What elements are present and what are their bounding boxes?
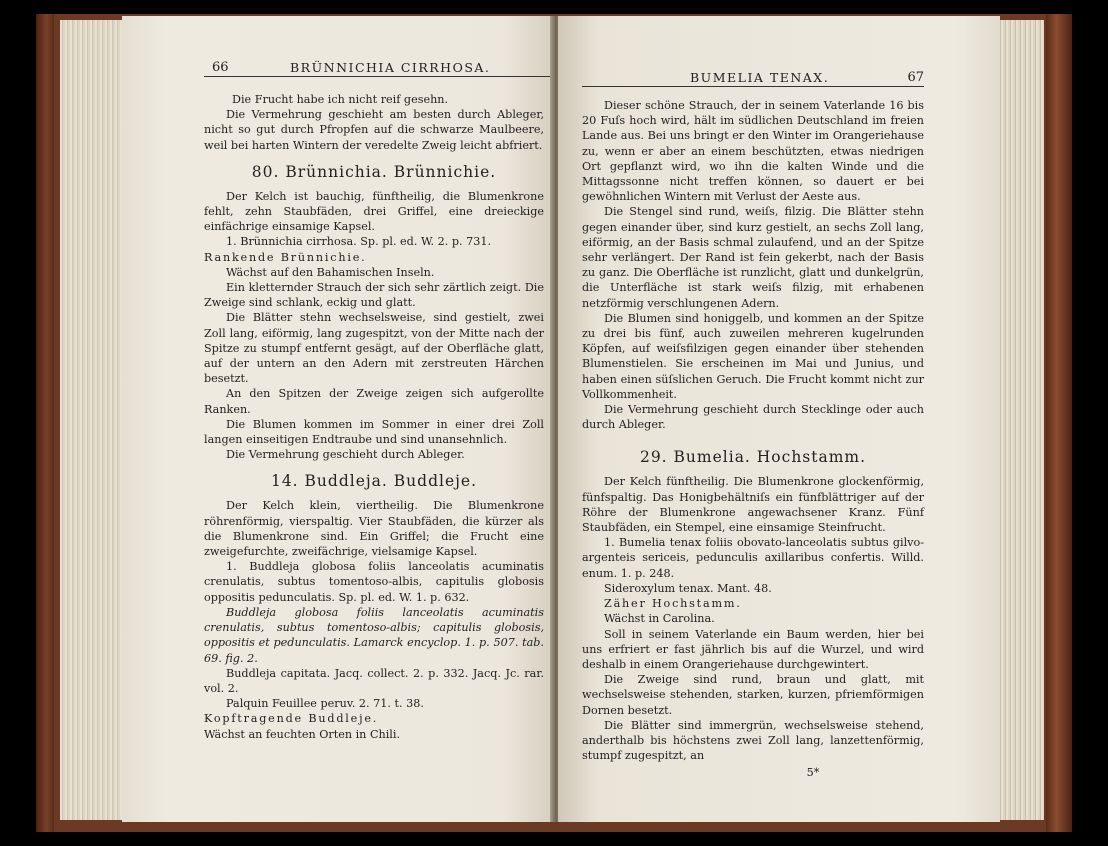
section-heading: 14. Buddleja. Buddleje. [270, 472, 478, 491]
printer-signature: 5* [806, 766, 820, 780]
paragraph: Der Kelch ist bauchig, fünftheilig, die Blumenkrone fehlt, zehn Staubfäden, drei Griffel, eine dreieckige einfächrige einsamige Kapsel. [204, 189, 544, 234]
left-page [122, 16, 554, 822]
paragraph: Die Blumen sind honiggelb, und kommen an der Spitze zu drei bis fünf, auch zuweilen mehreren kugelrunden Köpfen, auf weiſsfilzigen gegen einander über stehenden Blumenstielen. Sie erscheinen im Mai und Junius, und haben einen süſslichen Geruch. Die Frucht kommt nicht zur Vollkommenheit. [582, 311, 924, 401]
paragraph: Die Blumen kommen im Sommer in einer drei Zoll langen einseitigen Endtraube und sind unansehnlich. [204, 417, 544, 447]
right-running-header [582, 68, 924, 87]
paragraph: Die Vermehrung geschieht am besten durch Ableger, nicht so gut durch Pfropfen auf die schwarze Maulbeere, weil bei harten Wintern der veredelte Zweig leicht abfriert. [204, 108, 544, 152]
paragraph: Der Kelch fünftheilig. Die Blumenkrone glockenförmig, fünfspaltig. Das Honigbehältniſs ein fünfblättriger auf der Röhre der Blumenkrone angewachsener Kranz. Fünf Staubfäden, ein Stempel, eine einsamige Steinfrucht. [582, 475, 924, 535]
section-heading: 29. Bumelia. Hochstamm. [639, 448, 867, 467]
species-entry: 1. Brünnichia cirrhosa. Sp. pl. ed. W. 2. p. 731. [226, 235, 492, 249]
left-running-title: BRÜNNICHIA CIRRHOSA. [290, 60, 491, 75]
paragraph: Wächst auf den Bahamischen Inseln. [226, 265, 435, 279]
species-common-name: Rankende Brünnichie. [204, 250, 367, 264]
paragraph: An den Spitzen der Zweige zeigen sich aufgerollte Ranken. [204, 387, 544, 416]
right-running-title: BUMELIA TENAX. [690, 70, 830, 85]
paragraph: Die Stengel sind rund, weiſs, filzig. Die Blätter stehn gegen einander über, sind kurz gestielt, an sechs Zoll lang, eiförmig, an der Basis schmal zulaufend, und an der Spitze sehr verlängert. Der Rand ist fein gekerbt, nach der Basis zu ganz. Die Oberfläche ist runzlicht, glatt und dunkelgrün, die Unterfläche ist stark weiſs filzig, mit erhabenen netzförmig verschlungenen Adern. [582, 205, 924, 310]
paragraph: Die Vermehrung geschieht durch Stecklinge oder auch durch Ableger. [582, 403, 924, 432]
species-common-name: Kopftragende Buddleje. [204, 712, 379, 726]
species-entry: 1. Bumelia tenax foliis obovato-lanceolatis subtus gilvo-argenteis sericeis, pedunculis axillaribus confertis. Willd. enum. 1. p. 248. [582, 536, 924, 580]
paragraph: Die Blätter stehn wechselsweise, sind gestielt, zwei Zoll lang, eiförmig, lang zugespitzt, von der Mitte nach der Spitze zu stumpf entfernt gesägt, auf der Oberfläche glatt, auf der untern an den Adern mit zerstreuten Härchen besetzt. [204, 311, 544, 386]
species-common-name: Zäher Hochstamm. [604, 597, 742, 611]
left-page-body [204, 92, 544, 742]
synonym-entry: Palquin Feuillee peruv. 2. 71. t. 38. [226, 697, 424, 711]
page-edges-right [998, 20, 1044, 820]
synonym-entry: Buddleja globosa foliis lanceolatis acuminatis crenulatis, subtus tomentoso-albis; capitulis globosis, oppositis et pedunculatis. Lamarck encyclop. 1. p. 507. tab. 69. fig. 2. [204, 605, 544, 665]
right-page-number: 67 [907, 70, 924, 85]
page-edges-left [60, 20, 126, 820]
paragraph: Dieser schöne Strauch, der in seinem Vaterlande 16 bis 20 Fuſs hoch wird, hält im südlichen Deutschland im freien Lande aus. Bei uns bringt er den Winter im Orangeriehause zu, wenn er aber an einem beschützten, etwas niedrigen Ort gepflanzt wird, wo ihn die kalten Winde und die Mittagssonne nicht treffen können, so dauert er bei gewöhnlichen Wintern mit Verlust der Aeste aus. [582, 99, 924, 204]
paragraph: Ein kletternder Strauch der sich sehr zärtlich zeigt. Die Zweige sind schlank, eckig und glatt. [204, 281, 544, 310]
paragraph: Soll in seinem Vaterlande ein Baum werden, hier bei uns erfriert er fast jährlich bis auf die Wurzel, und wird deshalb in einem Orangeriehause durchgewintert. [582, 627, 924, 671]
species-entry: 1. Buddleja globosa foliis lanceolatis acuminatis crenulatis, subtus tomentoso-albis, capitulis globosis oppositis pedunculatis. Sp. pl. ed. W. 1. p. 632. [204, 560, 544, 604]
synonym-entry: Buddleja capitata. Jacq. collect. 2. p. 332. Jacq. Jc. rar. vol. 2. [204, 666, 544, 695]
text-line: Die Frucht habe ich nicht reif gesehn. [232, 93, 449, 106]
left-page-number: 66 [212, 60, 229, 75]
paragraph: Wächst in Carolina. [604, 612, 715, 626]
section-heading: 80. Brünnichia. Brünnichie. [251, 162, 497, 181]
right-page [558, 16, 1000, 822]
paragraph: Die Vermehrung geschieht durch Ableger. [226, 448, 465, 462]
synonym-entry: Sideroxylum tenax. Mant. 48. [604, 581, 772, 595]
paragraph: Die Blätter sind immergrün, wechselsweise stehend, anderthalb bis höchstens zwei Zoll lang, lanzettenförmig, stumpf zugespitzt, an [582, 718, 924, 763]
left-running-header [204, 58, 554, 77]
paragraph: Wächst an feuchten Orten in Chili. [204, 727, 400, 741]
right-page-body [582, 98, 924, 781]
paragraph: Die Zweige sind rund, braun und glatt, mit wechselsweise stehenden, starken, kurzen, pfriemförmigen Dornen besetzt. [582, 673, 924, 717]
paragraph: Der Kelch klein, viertheilig. Die Blumenkrone röhrenförmig, vierspaltig. Vier Staubfäden, die kürzer als die Blumenkrone sind. Ein Griffel; die Frucht eine zweigefurchte, zweifächrige, vielsamige Kapsel. [204, 499, 544, 559]
